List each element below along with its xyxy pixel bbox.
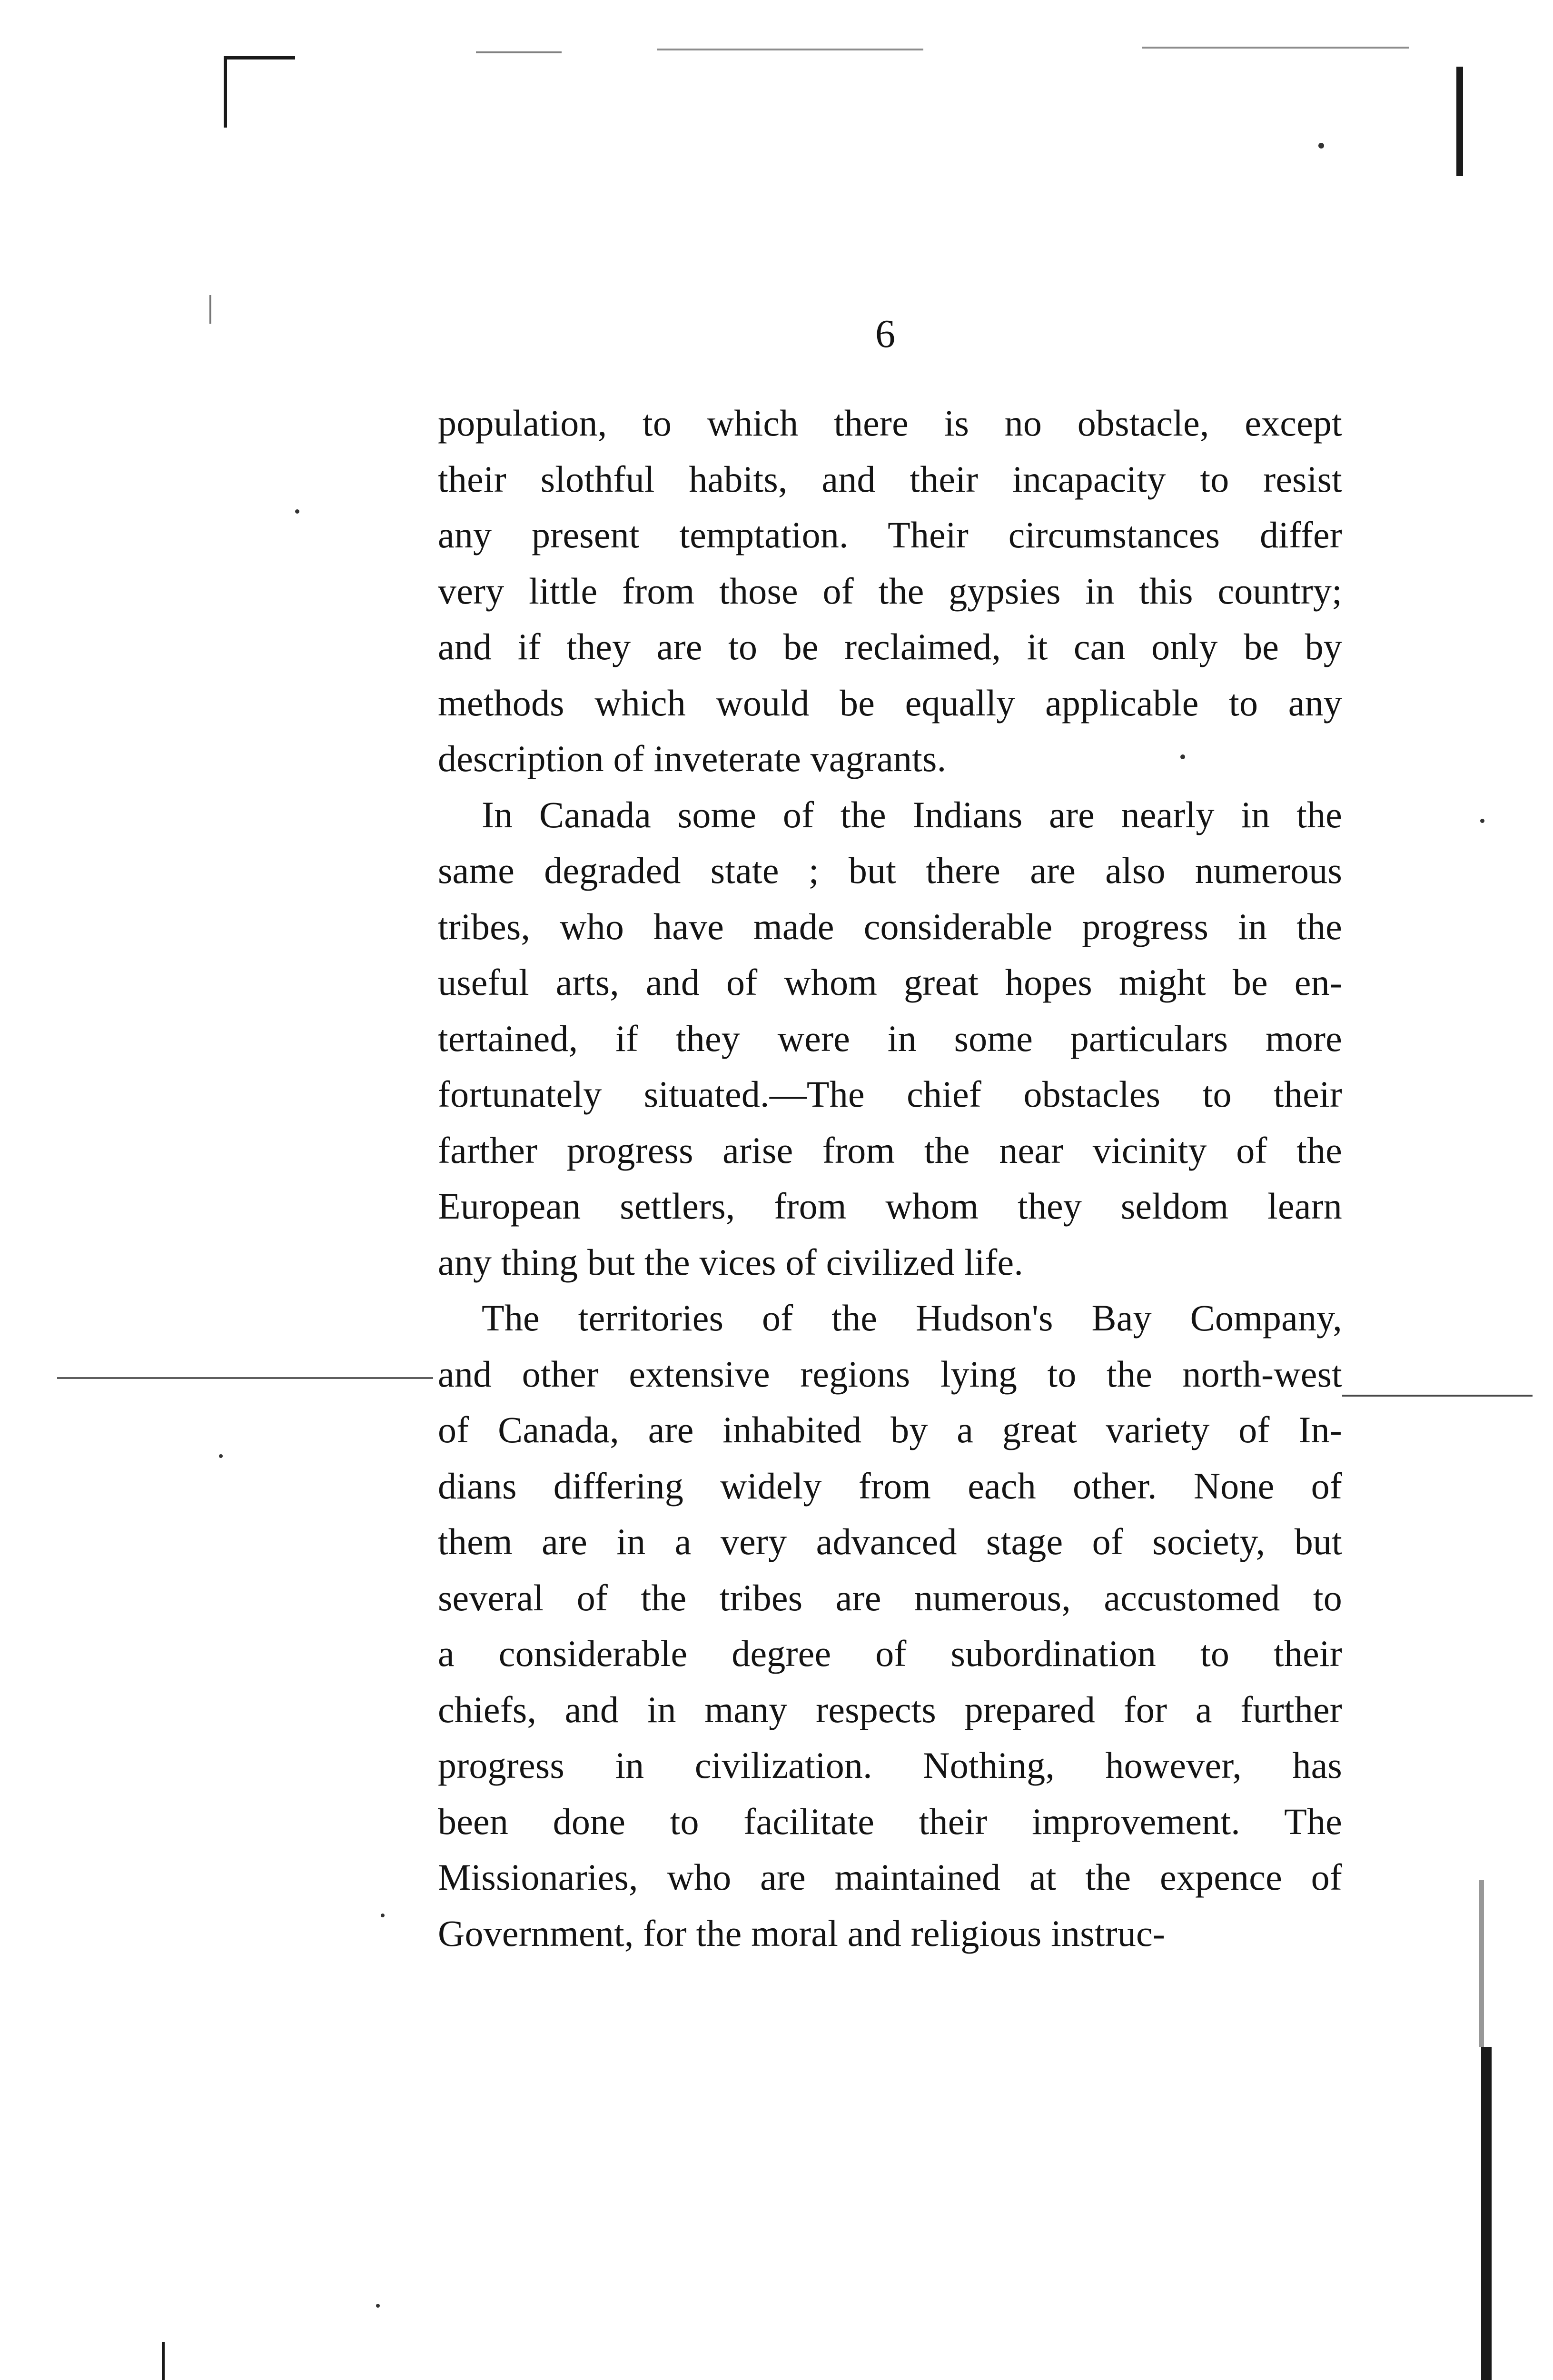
scan-speck [295,509,299,514]
text-line: any present temptation. Their circumstances differ [438,514,1342,555]
text-line: tribes, who have made considerable progress in the [438,905,1342,947]
paragraph [438,787,1342,1290]
text-line: Missionaries, who are maintained at the expence of [438,1856,1342,1898]
scan-speck [1480,819,1484,823]
body-text [438,395,1342,1961]
text-line: tertained, if they were in some particulars more [438,1017,1342,1059]
scan-speck [219,1454,223,1458]
text-line: fortunately situated.—The chief obstacles to their [438,1073,1342,1115]
scan-artifact-top-dash-2 [657,49,923,50]
page-number: 6 [875,312,895,356]
text-line: several of the tribes are numerous, accustomed to [438,1577,1342,1618]
scan-artifact-right-rule [1342,1395,1533,1397]
text-line: their slothful habits, and their incapacity to resist [438,458,1342,500]
text-line: description of inveterate vagrants. [438,738,947,779]
scan-artifact-right-edge-speckle [1479,1880,1484,2047]
paragraph [438,395,1342,787]
scan-artifact-top-dash-1 [476,51,562,53]
scan-speck [376,2304,380,2308]
text-line: Government, for the moral and religious instruc- [438,1912,1166,1954]
scan-artifact-top-left-stroke [224,56,227,128]
text-line: methods which would be equally applicable to any [438,682,1342,724]
text-line: In Canada some of the Indians are nearly in the [482,793,1342,835]
text-line: European settlers, from whom they seldom learn [438,1185,1342,1227]
text-line: and if they are to be reclaimed, it can only be by [438,626,1342,667]
text-line: of Canada, are inhabited by a great variety of In- [438,1409,1342,1450]
scan-artifact-right-edge-top [1456,67,1463,176]
text-line: chiefs, and in many respects prepared for a further [438,1688,1342,1730]
text-line: farther progress arise from the near vicinity of the [438,1129,1342,1171]
scan-speck [1318,143,1324,149]
text-line: a considerable degree of subordination to their [438,1633,1342,1674]
scan-artifact-right-edge-bottom [1481,2047,1492,2380]
scan-artifact-top-dash-3 [1142,47,1409,49]
scan-artifact-bottom-left-stroke [162,2342,165,2380]
text-line: The territories of the Hudson's Bay Company, [482,1297,1342,1339]
scan-artifact-left-rule [57,1377,433,1379]
text-line: and other extensive regions lying to the north-west [438,1353,1342,1395]
scan-artifact-left-tick [209,295,211,324]
text-line: progress in civilization. Nothing, however, has [438,1745,1342,1786]
paragraph [438,1290,1342,1961]
text-line: them are in a very advanced stage of society, but [438,1521,1342,1562]
scan-speck [381,1914,385,1917]
text-line: same degraded state ; but there are also numerous [438,850,1342,891]
text-line: been done to facilitate their improvement. The [438,1800,1342,1842]
text-line: dians differing widely from each other. None of [438,1465,1342,1507]
text-line: very little from those of the gypsies in this country; [438,570,1342,612]
scan-artifact-top-left-corner [224,56,295,60]
text-line: any thing but the vices of civilized life. [438,1241,1024,1283]
text-line: useful arts, and of whom great hopes might be en- [438,962,1342,1003]
text-line: population, to which there is no obstacle, except [438,402,1342,444]
